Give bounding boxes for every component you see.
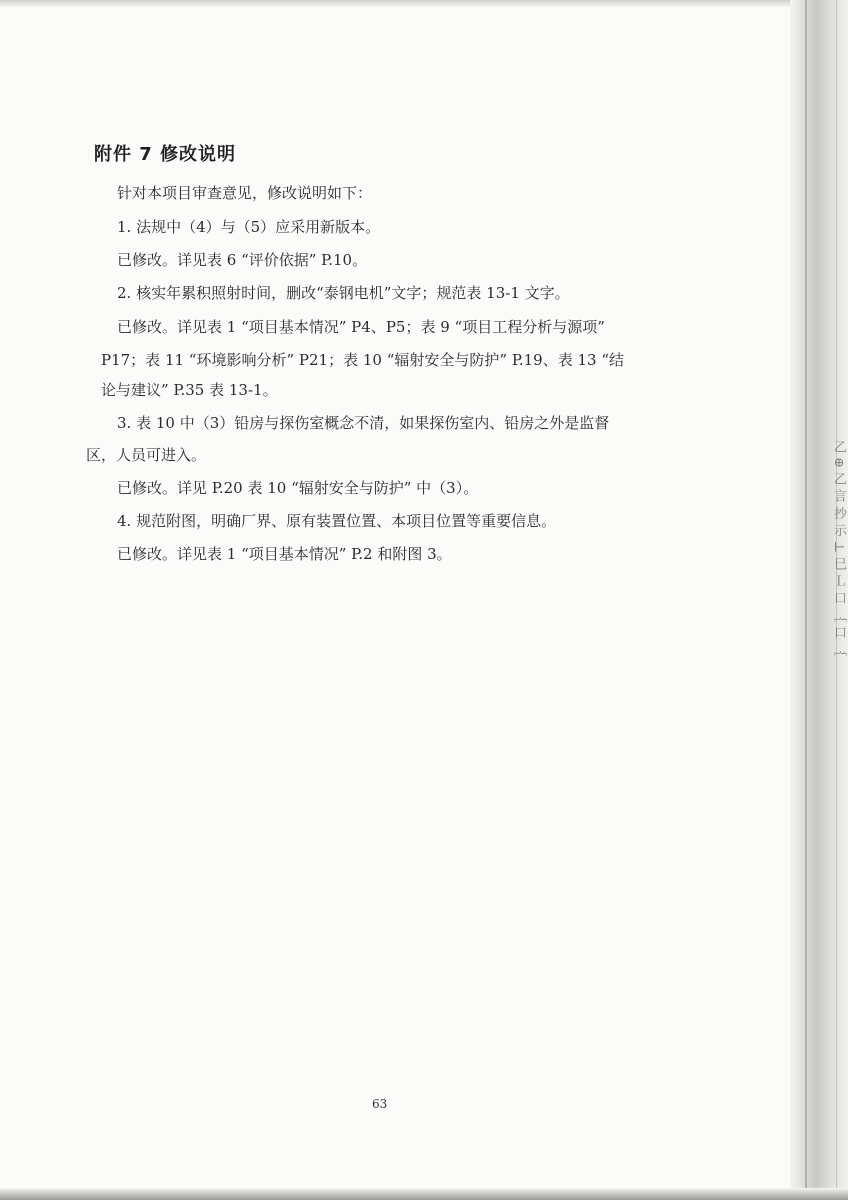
page-bottom-edge — [0, 1188, 848, 1200]
item-4-line: 4. 规范附图，明确厂界、原有装置位置、本项目位置等重要信息。 — [117, 512, 557, 530]
item-2-response-line-2: P17；表 11 “环境影响分析” P21；表 10 “辐射安全与防护” P.19、表 13 “结 — [101, 351, 625, 369]
item-2-response-line-3: 论与建议” P.35 表 13-1。 — [101, 381, 278, 399]
bleed-through-text: 乙 ⊕ 乙 言 抄 示 ⊥ 巳 Ｌ 口 ｛ 口 ｛ — [831, 440, 846, 656]
page-top-edge — [0, 0, 848, 8]
intro-line: 针对本项目审查意见，修改说明如下： — [117, 184, 373, 202]
item-2-line: 2. 核实年累积照射时间，删改“泰钢电机”文字；规范表 13-1 文字。 — [117, 284, 570, 302]
item-3-response: 已修改。详见 P.20 表 10 “辐射安全与防护” 中（3）。 — [117, 479, 479, 497]
attachment-heading: 附件 7 修改说明 — [94, 144, 237, 165]
item-3-line-2: 区，人员可进入。 — [86, 446, 207, 464]
page-number: 63 — [372, 1097, 388, 1111]
item-4-response: 已修改。详见表 1 “项目基本情况” P.2 和附图 3。 — [117, 545, 452, 563]
binding-spine-line — [805, 0, 807, 1200]
item-3-line-1: 3. 表 10 中（3）铅房与探伤室概念不清，如果探伤室内、铅房之外是监督 — [117, 414, 610, 432]
item-1-line: 1. 法规中（4）与（5）应采用新版本。 — [117, 218, 381, 236]
item-1-response: 已修改。详见表 6 “评价依据” P.10。 — [117, 251, 368, 269]
item-2-response-line-1: 已修改。详见表 1 “项目基本情况” P4、P5；表 9 “项目工程分析与源项” — [117, 318, 605, 336]
